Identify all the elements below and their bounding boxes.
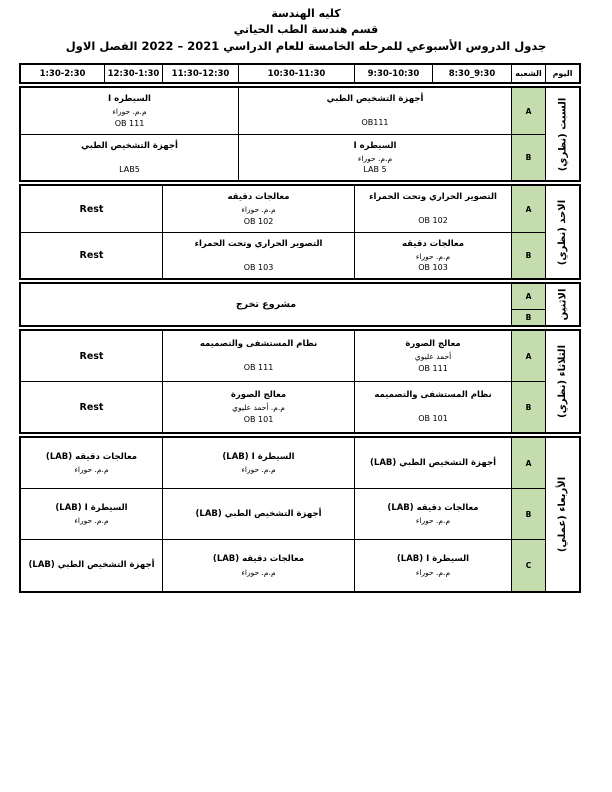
day-label: الثلاثاء (نظري) — [556, 345, 568, 419]
room-code: OB 111 — [418, 363, 448, 373]
instructor-name: م.م. حوراء — [241, 465, 276, 475]
day-block-saturday — [19, 86, 581, 182]
course-cell — [355, 489, 511, 539]
course-cell — [21, 489, 162, 539]
room-code: OB 101 — [243, 414, 274, 424]
instructor-name: أحمد عليوي — [414, 352, 452, 362]
day-cell — [546, 186, 579, 278]
course-cell — [239, 88, 511, 134]
course-cell — [163, 489, 354, 539]
department-title: قسم هندسة الطب الحياتي — [233, 22, 379, 36]
course-name: معالج الصورة — [405, 339, 461, 350]
course-cell — [355, 540, 511, 591]
table-header-row — [19, 63, 581, 84]
section-cell: A — [512, 88, 545, 134]
day-label: الاحد (نظري) — [557, 199, 568, 265]
instructor-name: م.م. حوراء — [357, 153, 393, 163]
day-header-cell: اليوم — [546, 65, 579, 82]
time-header-cell: 10:30-11:30 — [239, 65, 354, 82]
instructor-name: م.م. حوراء — [74, 465, 109, 475]
section-cell: C — [512, 540, 545, 591]
course-cell — [21, 438, 162, 488]
room-code: OB 111 — [114, 118, 145, 128]
course-cell — [163, 186, 354, 232]
college-title: كليه الهندسة — [271, 7, 341, 20]
project-cell: مشروع تخرج — [21, 284, 511, 325]
course-name: نظام المستشفى والتصميمه — [199, 339, 318, 350]
day-cell — [546, 331, 579, 432]
room-code: LAB 5 — [363, 165, 387, 175]
time-header-cell: 12:30-1:30 — [105, 65, 162, 82]
course-cell — [163, 233, 354, 278]
instructor-name: م.م. حوراء — [112, 107, 147, 117]
room-code: OB 102 — [243, 216, 274, 226]
course-cell — [355, 438, 511, 488]
course-cell — [163, 331, 354, 381]
instructor-name: م.م. حوراء — [241, 205, 276, 215]
schedule-table — [19, 63, 581, 593]
course-name: السيطره I — [353, 140, 397, 151]
day-cell — [546, 284, 579, 325]
course-name: معالجات دقيقه (LAB) — [212, 554, 305, 565]
section-cell: B — [512, 233, 545, 278]
section-cell: A — [512, 186, 545, 232]
course-name: معالجات دقيقه — [227, 192, 290, 203]
course-cell — [355, 382, 511, 432]
course-name: السيطره I — [108, 94, 151, 105]
course-cell — [163, 540, 354, 591]
day-cell — [546, 438, 579, 591]
course-name: معالج الصورة — [230, 390, 287, 401]
room-code: OB 102 — [418, 216, 448, 226]
schedule-title: جدول الدروس الأسبوعي للمرحله الخامسة للعام الدراسي 2021 – 2022 الفصل الاول — [65, 38, 547, 53]
section-cell: A — [512, 331, 545, 381]
course-cell — [21, 88, 238, 134]
day-block-monday — [19, 282, 581, 327]
instructor-name: م.م. حوراء — [241, 567, 276, 577]
day-block-tuesday — [19, 329, 581, 434]
section-cell: B — [512, 382, 545, 432]
day-cell — [546, 88, 579, 180]
day-label: السبت (نظري) — [557, 97, 568, 171]
room-code: OB111 — [361, 118, 389, 128]
day-label: الأربعاء (عملي) — [556, 476, 568, 553]
course-cell — [163, 438, 354, 488]
course-name: معالجات دقيقه — [402, 238, 464, 249]
day-block-sunday — [19, 184, 581, 280]
course-name: السيطرة I ‏(LAB) — [396, 554, 470, 565]
instructor-name: م.م. حوراء — [415, 251, 451, 261]
course-cell — [355, 233, 511, 278]
section-cell: A — [512, 284, 545, 309]
section-cell: A — [512, 438, 545, 488]
room-code: OB 103 — [418, 263, 448, 273]
course-name: أجهزة التشخيص الطبي — [81, 140, 178, 151]
section-header-cell: الشعبه — [512, 65, 545, 82]
time-header-cell: 9:30-10:30 — [355, 65, 432, 82]
room-code: OB 101 — [418, 414, 448, 424]
course-name: السيطرة I ‏(LAB) — [222, 451, 295, 462]
time-header-cell: 1:30-2:30 — [21, 65, 104, 82]
rest-cell: Rest — [21, 331, 162, 381]
instructor-name: م.م. أحمد عليوي — [232, 403, 285, 413]
section-cell: B — [512, 310, 545, 325]
course-cell — [355, 186, 511, 232]
course-name: معالجات دقيقه (LAB) — [387, 502, 479, 513]
rest-cell: Rest — [21, 233, 162, 278]
instructor-name: م.م. حوراء — [74, 516, 109, 526]
course-name: أجهزة التشخيص الطبي — [326, 94, 424, 105]
course-name: معالجات دقيقه (LAB) — [45, 451, 138, 462]
course-cell — [355, 331, 511, 381]
page-titles — [0, 0, 612, 55]
course-name: التصوير الحراري وتحت الحمراء — [194, 238, 323, 249]
time-header-cell: 8:30_9:30 — [433, 65, 511, 82]
course-name: التصوير الحراري وتحت الحمراء — [369, 192, 497, 203]
section-cell: B — [512, 135, 545, 180]
instructor-name: م.م. حوراء — [415, 516, 451, 526]
course-name: نظام المستشفى والتصميمه — [374, 390, 492, 401]
course-cell — [21, 135, 238, 180]
course-cell — [239, 135, 511, 180]
course-cell — [163, 382, 354, 432]
section-cell: B — [512, 489, 545, 539]
course-name: السيطرة I ‏(LAB) — [55, 502, 128, 513]
course-name: أجهزة التشخيص الطبي (LAB) — [195, 508, 322, 519]
room-code: OB 103 — [243, 262, 274, 272]
time-header-cell: 11:30-12:30 — [163, 65, 238, 82]
day-block-wednesday — [19, 436, 581, 593]
course-cell — [21, 540, 162, 591]
course-name: أجهزة التشخيص الطبي (LAB) — [370, 457, 496, 468]
day-label: الاثنين — [557, 288, 569, 321]
course-name: أجهزة التشخيص الطبي (LAB) — [28, 560, 155, 571]
rest-cell: Rest — [21, 186, 162, 232]
room-code: OB 111 — [243, 363, 274, 373]
room-code: LAB5 — [119, 164, 140, 174]
instructor-name: م.م. حوراء — [415, 567, 451, 577]
rest-cell: Rest — [21, 382, 162, 432]
